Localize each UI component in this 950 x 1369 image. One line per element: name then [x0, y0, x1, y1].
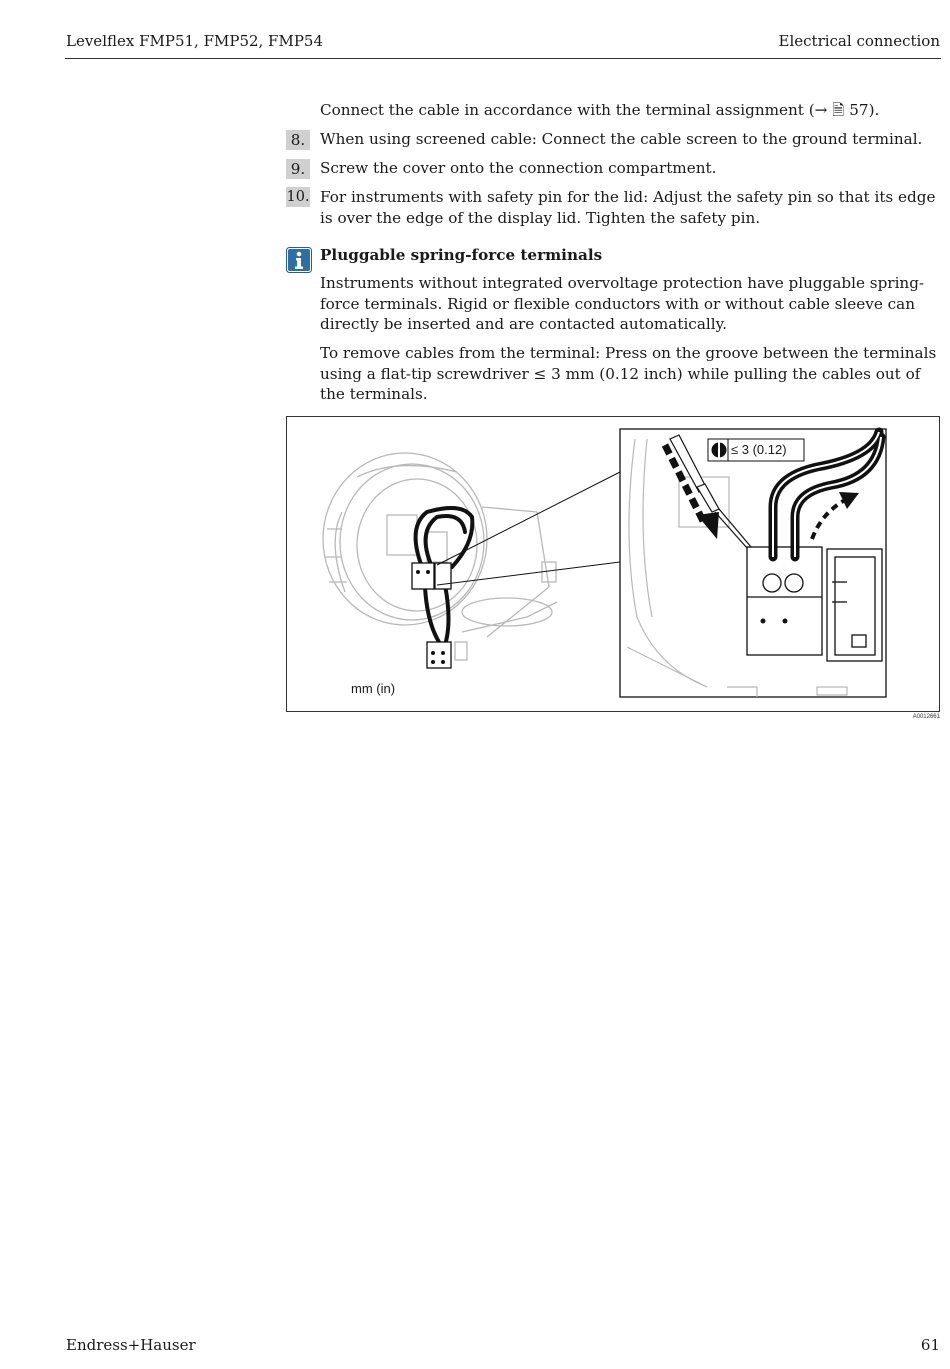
- header-product: Levelflex FMP51, FMP52, FMP54: [66, 32, 324, 50]
- terminal-illustration: [287, 417, 939, 711]
- page-number: 61: [920, 1336, 940, 1354]
- note-title: Pluggable spring-force terminals: [320, 246, 603, 264]
- step-number-9: 9.: [286, 159, 310, 179]
- figure-units-label: mm (in): [351, 681, 396, 696]
- step-text-8: When using screened cable: Connect the cable screen to the ground terminal.: [320, 130, 923, 148]
- step-number-10: 10.: [286, 189, 310, 205]
- terminal-figure: [286, 416, 940, 712]
- note-paragraph: Instruments without integrated overvoltage protection have pluggable spring-force terminals. Rigid or flexible conductors with or without cable sleeve can directly be inserted and are contacted automatically.: [320, 274, 925, 333]
- header-divider: [65, 58, 941, 59]
- footer-company: Endress+Hauser: [66, 1336, 196, 1354]
- header-section: Electrical connection: [778, 32, 940, 50]
- note-paragraph: To remove cables from the terminal: Press on the groove between the terminals using a flat-tip screwdriver ≤ 3 mm (0.12 inch) while pulling the cables out of the terminals.: [320, 344, 937, 403]
- step-text-9: Screw the cover onto the connection compartment.: [320, 159, 717, 177]
- screwdriver-size-label: ≤ 3 (0.12): [731, 442, 787, 457]
- step-text-10: For instruments with safety pin for the lid: Adjust the safety pin so that its edge is over the edge of the display lid. Tighten the safety pin.: [320, 188, 936, 227]
- step-text-continued: Connect the cable in accordance with the terminal assignment (→ 🗎 57).: [320, 101, 880, 119]
- info-icon: [286, 247, 312, 273]
- figure-code: A0012661: [912, 714, 940, 720]
- step-number-8: 8.: [286, 130, 310, 150]
